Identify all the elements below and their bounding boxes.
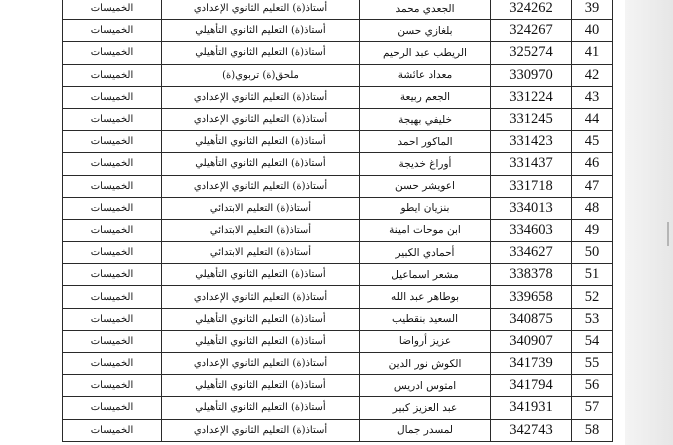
city-cell [63,308,162,330]
city-cell [63,397,162,419]
row-number-cell: 43 [572,86,613,108]
grade-cell [162,308,360,330]
name-cell: معداد عائشة [360,64,491,86]
grade-cell [162,108,360,130]
code-cell: 331718 [491,175,572,197]
city-cell [63,419,162,441]
grade-text: ملحق(ة) تربوي(ة) [222,69,299,81]
city-text: الخميسات [90,114,134,126]
grade-text: أستاذ(ة) التعليم الثانوي التأهيلي [195,402,326,414]
scan-page-edge [625,0,673,445]
name-cell: الجعدي محمد [360,0,491,20]
name-cell: الجعم ربيعة [360,86,491,108]
table-row [63,20,613,42]
grade-text: أستاذ(ة) التعليم الثانوي التأهيلي [195,313,326,325]
city-text: الخميسات [90,3,134,15]
row-number-cell: 55 [572,353,613,375]
grade-text: أستاذ(ة) التعليم الثانوي الإعدادي [193,3,328,15]
city-text: الخميسات [90,247,134,259]
grade-cell [162,42,360,64]
grade-text: أستاذ(ة) التعليم الثانوي الإعدادي [193,114,328,126]
name-cell: السعيد بنقطيب [360,308,491,330]
grade-text: أستاذ(ة) التعليم الثانوي التأهيلي [195,47,326,59]
code-cell: 341794 [491,375,572,397]
code-cell: 331437 [491,153,572,175]
name-cell: مشعر اسماعيل [360,264,491,286]
grade-text: أستاذ(ة) التعليم الابتدائي [209,224,312,236]
table-row [63,264,613,286]
grade-text: أستاذ(ة) التعليم الثانوي الإعدادي [193,91,328,103]
code-cell: 331423 [491,131,572,153]
code-cell: 324267 [491,20,572,42]
table-row [63,153,613,175]
table-row [63,108,613,130]
code-cell: 339658 [491,286,572,308]
row-number-cell: 50 [572,242,613,264]
city-text: الخميسات [90,424,134,436]
name-cell: خليفي بهيجة [360,108,491,130]
grade-text: أستاذ(ة) التعليم الثانوي التأهيلي [195,380,326,392]
city-text: الخميسات [90,380,134,392]
row-number-cell: 52 [572,286,613,308]
grade-text: أستاذ(ة) التعليم الثانوي الإعدادي [193,358,328,370]
city-cell [63,197,162,219]
table-row [63,397,613,419]
city-cell [63,86,162,108]
city-cell [63,108,162,130]
city-cell [63,330,162,352]
grade-cell [162,175,360,197]
grade-text: أستاذ(ة) التعليم الثانوي الإعدادي [193,291,328,303]
city-text: الخميسات [90,291,134,303]
row-number-cell: 49 [572,219,613,241]
name-cell: ابن موحات امينة [360,219,491,241]
city-text: الخميسات [90,269,134,281]
row-number-cell: 54 [572,330,613,352]
table-row [63,0,613,20]
code-cell: 334013 [491,197,572,219]
grade-cell [162,264,360,286]
city-text: الخميسات [90,224,134,236]
city-cell [63,286,162,308]
grade-text: أستاذ(ة) التعليم الثانوي التأهيلي [195,25,326,37]
grade-cell [162,353,360,375]
name-cell: امتوس ادريس [360,375,491,397]
code-cell: 334627 [491,242,572,264]
city-cell [63,0,162,20]
staff-roster-table [62,0,613,442]
grade-text: أستاذ(ة) التعليم الثانوي الإعدادي [193,424,328,436]
grade-cell [162,219,360,241]
table-row [63,131,613,153]
scan-margin-mark [667,222,669,246]
city-cell [63,242,162,264]
code-cell: 331245 [491,108,572,130]
table-row [63,197,613,219]
name-cell: لمسدر جمال [360,419,491,441]
grade-cell [162,286,360,308]
row-number-cell: 48 [572,197,613,219]
name-cell: الماكور احمد [360,131,491,153]
table-row [63,419,613,441]
code-cell: 341739 [491,353,572,375]
table-row [63,308,613,330]
grade-cell [162,86,360,108]
grade-cell [162,20,360,42]
roster-body [63,0,613,441]
code-cell: 342743 [491,419,572,441]
grade-text: أستاذ(ة) التعليم الثانوي التأهيلي [195,335,326,347]
city-cell [63,219,162,241]
table-row [63,330,613,352]
name-cell: بوطاهر عبد الله [360,286,491,308]
name-cell: الكوش نور الدين [360,353,491,375]
city-text: الخميسات [90,313,134,325]
city-text: الخميسات [90,402,134,414]
grade-text: أستاذ(ة) التعليم الثانوي التأهيلي [195,269,326,281]
grade-text: أستاذ(ة) التعليم الابتدائي [209,202,312,214]
row-number-cell: 58 [572,419,613,441]
grade-cell [162,375,360,397]
city-text: الخميسات [90,158,134,170]
city-text: الخميسات [90,180,134,192]
grade-text: أستاذ(ة) التعليم الثانوي التأهيلي [195,158,326,170]
city-text: الخميسات [90,335,134,347]
city-text: الخميسات [90,136,134,148]
table-row [63,242,613,264]
grade-text: أستاذ(ة) التعليم الثانوي الإعدادي [193,180,328,192]
city-cell [63,353,162,375]
code-cell: 341931 [491,397,572,419]
row-number-cell: 56 [572,375,613,397]
code-cell: 340907 [491,330,572,352]
grade-text: أستاذ(ة) التعليم الثانوي التأهيلي [195,136,326,148]
code-cell: 331224 [491,86,572,108]
row-number-cell: 51 [572,264,613,286]
city-cell [63,264,162,286]
grade-cell [162,397,360,419]
city-text: الخميسات [90,91,134,103]
city-text: الخميسات [90,25,134,37]
name-cell: الريطب عبد الرحيم [360,42,491,64]
row-number-cell: 46 [572,153,613,175]
grade-cell [162,153,360,175]
grade-cell [162,242,360,264]
city-text: الخميسات [90,69,134,81]
name-cell: أحمادي الكبير [360,242,491,264]
code-cell: 334603 [491,219,572,241]
code-cell: 325274 [491,42,572,64]
grade-cell [162,0,360,20]
table-row [63,86,613,108]
grade-text: أستاذ(ة) التعليم الابتدائي [209,247,312,259]
grade-cell [162,131,360,153]
table-row [63,286,613,308]
code-cell: 338378 [491,264,572,286]
code-cell: 340875 [491,308,572,330]
row-number-cell: 42 [572,64,613,86]
city-text: الخميسات [90,358,134,370]
table-row [63,375,613,397]
code-cell: 324262 [491,0,572,20]
table-row [63,175,613,197]
grade-cell [162,330,360,352]
table-row [63,353,613,375]
row-number-cell: 53 [572,308,613,330]
city-cell [63,153,162,175]
city-cell [63,42,162,64]
city-cell [63,64,162,86]
table-row [63,42,613,64]
row-number-cell: 39 [572,0,613,20]
city-text: الخميسات [90,202,134,214]
name-cell: عبد العزيز كبير [360,397,491,419]
grade-cell [162,197,360,219]
row-number-cell: 44 [572,108,613,130]
table-row [63,219,613,241]
row-number-cell: 45 [572,131,613,153]
name-cell: بلغازي حسن [360,20,491,42]
city-cell [63,375,162,397]
name-cell: عزيز أرواضا [360,330,491,352]
grade-cell [162,64,360,86]
code-cell: 330970 [491,64,572,86]
name-cell: أوراغ خديجة [360,153,491,175]
city-cell [63,175,162,197]
city-cell [63,20,162,42]
city-text: الخميسات [90,47,134,59]
row-number-cell: 47 [572,175,613,197]
row-number-cell: 57 [572,397,613,419]
name-cell: بنزيان ايطو [360,197,491,219]
name-cell: اعويشر حسن [360,175,491,197]
grade-cell [162,419,360,441]
city-cell [63,131,162,153]
row-number-cell: 41 [572,42,613,64]
table-row [63,64,613,86]
row-number-cell: 40 [572,20,613,42]
